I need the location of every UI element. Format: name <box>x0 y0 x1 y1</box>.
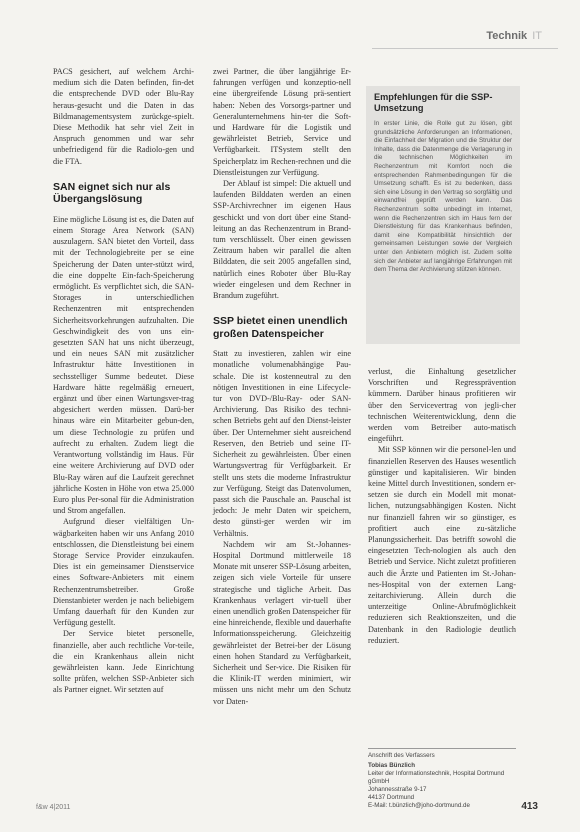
column-2 <box>213 66 351 707</box>
paragraph: Statt zu investieren, zahlen wir eine monatliche volumenabhängige Pau-schale. Die ist kostenneutral zu den nötigen Investitionen in eine Lifecycle-tur von DVD-/Blu-Ray- oder SAN-Archivierung. Das Risiko des techni-schen Betriebs geht auf den Dienst-leister über. Der Unternehmer sieht ausreichend Reserven, den Betrieb und seine IT-Sicherheit zu gewährleisten. Über einen Wartungsvertrag für Verfügbarkeit. Er stellt uns stets die moderne Infrastruktur zur Verfügung. Steigt das Datenvolumen, passt sich die Pauschale an. Pauschal ist jedoch: Je mehr Daten wir speichern, desto günsti-ger werden wir im Verhältnis. <box>213 349 351 538</box>
author-rule <box>368 748 516 749</box>
author-label: Anschrift des Verfassers <box>368 752 435 759</box>
author-name: Tobias Bünzlich <box>368 762 415 769</box>
header-rule <box>372 48 558 49</box>
issue-label: f&w 4|2011 <box>36 804 71 811</box>
subheading-san: SAN eignet sich nur als Übergangslösung <box>53 180 171 206</box>
paragraph: Eine mögliche Lösung ist es, die Daten auf einem Storage Area Network (SAN) auszulagern. SAN bietet den Vorteil, dass mit der Technologiebreite per se eine Speicherung der Daten unter-stützt wird, die eine doppelte Ein-fach-Speicherung ermöglicht. Es verpflichtet sich, die SAN-Storages in unterschiedlichen Rechenzentren mit entsprechenden Sicherheitsvorkehrungen aufzuhalten. Die Geschwindigkeit des von uns ein-gesetzten SAN hat uns nicht überzeugt, und ein neues SAN mit zusätzlicher Infrastruktur hätte Investitionen in sechsstelliger Summe bedeutet. Diese Hardware hätte regelmäßig erneuert, ergänzt und über einen Wartungsver-trag abgesichert werden müssen. Darü-ber hinaus wäre ein Mitarbeiter gebun-den, um diese Technologie zu prüfen und aufrecht zu erhalten. Zudem liegt die Verantwortung vollständig im Haus. Für eine weitere Archivierung auf DVD oder Blu-Ray wären auf die Laufzeit gerechnet jährliche Kosten in Höhe von etwa 25.000 Euro plus Per-sonal für die Administration und Strom angefallen. <box>53 214 194 516</box>
author-email: E-Mail: t.bünzlich@joho-dortmund.de <box>368 802 470 809</box>
paragraph: verlust, die Einhaltung gesetzlicher Vorschriften und Regressprävention kümmern. Darüber hinaus profitieren wir über den Servicevertrag von jegli-cher technischen Weiterentwicklung, denn die werden vom Betreiber auto-matisch eingeführt. <box>368 367 516 444</box>
section-label <box>486 30 542 42</box>
section-mark: IT <box>532 30 542 42</box>
paragraph: Der Ablauf ist simpel: Die aktuell und laufenden Bilddaten werden an einen SSP-Archivrechner im eigenen Haus geschickt und von dort über eine Stand-leitung an das Rechenzentrum in Brand-tum verschlüsselt. Über einen gewissen Zeitraum haben wir parallel die alten Bilddaten, die seit 2005 angefallen sind, natürlich eines Roboter über Blu-Ray wieder eingelesen und dem Rechner in Brandum zugeführt. <box>213 179 351 301</box>
paragraph: zwei Partner, die über langjährige Er-fahrungen verfügen und konzeptio-nell eine übergreifende Lösung prä-sentiert haben: Neben des Vorsorgs-partner und Generalunternehmens hin-ter die Soft- und Hardware für die Logistik und gewährleistet Betrieb, Service und Verfügbarkeit. ITSystem stellt den Speicherplatz im Rechen-rechnen und die Dienstleistungen zur Verfügung. <box>213 67 351 177</box>
paragraph: Mit SSP können wir die personel-len und finanziellen Reserven des Hauses wesentlich günstiger und kapitalisieren. Wir binden keine Mittel durch Investitionen, sondern er-setzen sie durch ein Modell mit monat-lichen, nutzungsabhängigen Kosten. Nicht nur finanziell fahren wir so günstiger, es profitiert auch eine zu-sätzliche Planungssicherheit. Das betrifft sowohl die eingesetzten Tech-nologien als auch den Betrieb und Service. Nicht zuletzt profitieren auch die Ärzte und Patienten im St.-Johan-nes-Hospital von der externen Lang-zeitarchivierung. Allein durch die unterzeitige Online-Abrufmöglichkeit reduzieren sich Reaktionszeiten, und die Datenbank in den Radiologie deutlich reduziert. <box>368 445 516 645</box>
paragraph: Der Service bietet personelle, finanzielle, aber auch rechtliche Vor-teile, die ein Krankenhaus allein nicht gewährleisten kann. Jede Einrichtung sollte prüfen, welchen SSP-Anbieter sich als Partner eignet. Wir setzten auf <box>53 629 194 695</box>
column-1 <box>53 66 194 696</box>
column-3 <box>368 366 516 646</box>
recommendations-box <box>366 86 520 344</box>
subheading-ssp: SSP bietet einen unendlich großen Datenspeicher <box>213 315 348 340</box>
author-line: Johannesstraße 9-17 <box>368 786 427 793</box>
paragraph: Nachdem wir am St.-Johannes-Hospital Dortmund mittlerweile 18 Monate mit unserer SSP-Lösung arbeiten, zeigen sich viele Vorteile für unsere strategische und tägliche Arbeit. Das Krankenhaus verlagert vir-tuell über einen unendlich großen Datenspeicher für eine hinreichende, flexible und dauerhafte Informationsspeicherung. Gleichzeitig gewährleistet der Betrei-ber der Lösung einen hohen Standard zu Verfügbarkeit, Sicherheit und Ser-vice. Die Risiken für die Klinik-IT werden minimiert, wir müssen uns nicht mehr um den Schutz vor Daten- <box>213 539 351 706</box>
page-number: 413 <box>521 801 538 812</box>
author-address <box>368 748 516 810</box>
recommendations-text: In erster Linie, die Rolle gut zu lösen, gibt grundsätzliche Anforderungen an Informationen, die Einfachheit der Migration und die Struktur der Inhalte, dass die Datenmenge die Verlagerung in die technischen Möglichkeiten im Rechenzentrum mit Komfort noch die entsprechenden Rahmenbedingungen für die Umsetzung schafft. Es ist zu bedenken, dass sich eine Lösung in den Vertrag so sorgfältig und einwandfrei geprüft werden kann. Das Rechenzentrum sollte unbedingt im Internet, wenn die Rechenzentren sich im Haus fern der Dienstleistung für das Krankenhaus befinden, damit eine Kompatibilität hinsichtlich der gemeinsamen Leistungen sowie der Vergleich unter den Anbietern möglich ist. Zudem sollte sich der Anbieter auf langjährige Erfahrungen mit dem Thema der Archivierung stützen können. <box>374 120 512 274</box>
page-header <box>0 0 580 62</box>
author-line: Leiter der Informationstechnik, Hospital Dortmund gGmbH <box>368 770 505 785</box>
paragraph: PACS gesichert, auf welchem Archi-medium sich die Daten befinden, fin-det die entsprechende DVD oder Blu-Ray heraus-gesucht und die Daten in das Bildmanagementsystem zurückge-spielt. Diese Methodik hat sehr viel Zeit in Anspruch genommen und war sehr unbefriedigend für die Radiolo-gen und die FTA. <box>53 67 194 166</box>
author-line: 44137 Dortmund <box>368 794 415 801</box>
recommendations-title: Empfehlungen für die SSP-Umsetzung <box>374 92 493 113</box>
paragraph: Aufgrund dieser vielfältigen Un-wägbarkeiten haben wir uns Anfang 2010 entschlossen, die Dienstleistung bei einem Storage Service Provider einzukaufen. Dies ist ein gemeinsamer Dienstservice eines Software-Anbieters mit einem Rechenzentrumsbetreiber. Große Dienstanbieter werden je nach beliebigem Umfang dauerhaft für den Kunden zur Verfügung gestellt. <box>53 517 194 628</box>
section-name: Technik <box>486 30 528 42</box>
